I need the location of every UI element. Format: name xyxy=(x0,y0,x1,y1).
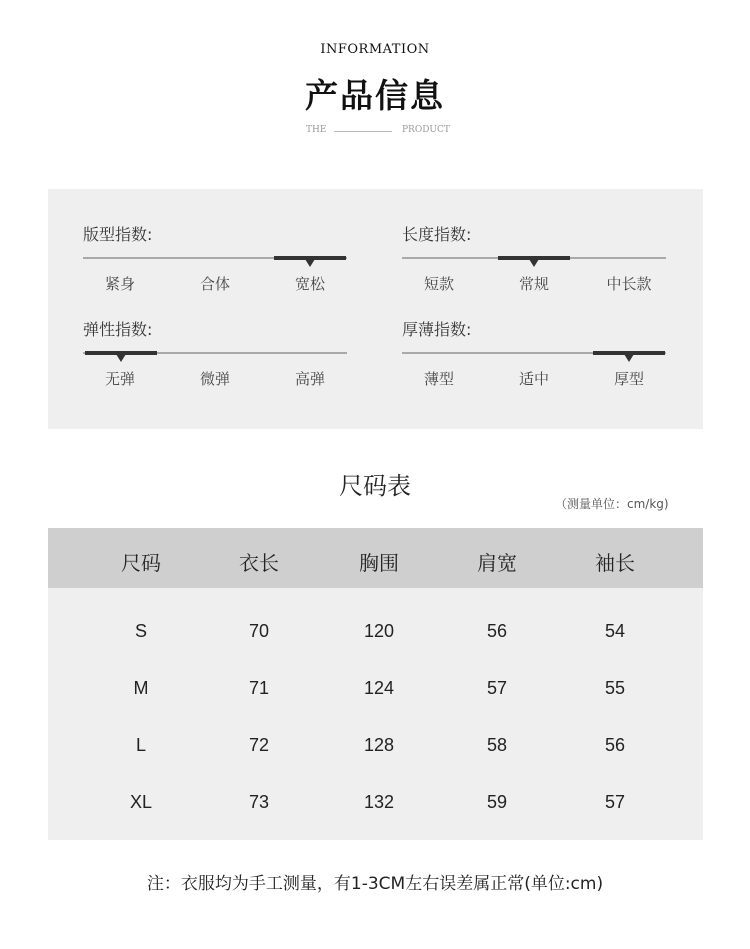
column-header-sleeve: 袖长 xyxy=(595,551,635,575)
table-cell: 128 xyxy=(363,735,395,755)
column-header-shoulder: 肩宽 xyxy=(477,551,517,575)
length-option-regular: 常规 xyxy=(518,275,549,293)
elasticity-option-high: 高弹 xyxy=(294,370,325,388)
column-header-size: 尺码 xyxy=(121,551,161,575)
measurement-footnote: 注：衣服均为手工测量，有1-3CM左右误差属正常(单位:cm) xyxy=(146,874,604,894)
table-cell: 120 xyxy=(363,621,395,641)
table-cell: 54 xyxy=(604,621,626,641)
fit-index-pointer-icon xyxy=(305,259,315,267)
fit-option-tight: 紧身 xyxy=(104,275,135,293)
table-cell: 59 xyxy=(486,792,508,812)
section-eyebrow: INFORMATION xyxy=(320,42,430,57)
page-title: 产品信息 xyxy=(305,76,445,115)
thickness-option-thick: 厚型 xyxy=(613,370,644,388)
table-cell: 71 xyxy=(248,678,270,698)
elasticity-option-none: 无弹 xyxy=(104,370,135,388)
column-header-length: 衣长 xyxy=(239,551,279,575)
subtitle-left: THE xyxy=(306,125,327,135)
subtitle-divider xyxy=(334,131,392,132)
thickness-index-label: 厚薄指数: xyxy=(402,320,472,339)
table-cell: 58 xyxy=(486,735,508,755)
length-option-midlong: 中长款 xyxy=(606,275,652,293)
elasticity-index-pointer-icon xyxy=(116,354,126,362)
thickness-option-thin: 薄型 xyxy=(423,370,454,388)
table-cell: 57 xyxy=(604,792,626,812)
table-cell: 72 xyxy=(248,735,270,755)
table-cell: L xyxy=(135,735,146,755)
size-chart-title: 尺码表 xyxy=(339,472,411,500)
thickness-option-medium: 适中 xyxy=(518,370,549,388)
subtitle-right: PRODUCT xyxy=(402,125,450,135)
length-option-short: 短款 xyxy=(423,275,454,293)
fit-option-regular: 合体 xyxy=(199,275,230,293)
length-index-pointer-icon xyxy=(529,259,539,267)
table-cell: S xyxy=(134,621,147,641)
elasticity-index-label: 弹性指数: xyxy=(83,320,153,339)
table-cell: 55 xyxy=(604,678,626,698)
length-index-label: 长度指数: xyxy=(402,225,472,244)
thickness-index-pointer-icon xyxy=(624,354,634,362)
table-cell: 73 xyxy=(248,792,270,812)
table-cell: M xyxy=(133,678,149,698)
fit-index-label: 版型指数: xyxy=(83,225,153,244)
elasticity-option-slight: 微弹 xyxy=(199,370,230,388)
fit-option-loose: 宽松 xyxy=(294,275,325,293)
table-cell: 70 xyxy=(248,621,270,641)
table-cell: 124 xyxy=(363,678,395,698)
measurement-unit-note: （测量单位：cm/kg) xyxy=(555,497,669,511)
column-header-chest: 胸围 xyxy=(359,551,399,575)
table-cell: 132 xyxy=(363,792,395,812)
table-cell: 57 xyxy=(486,678,508,698)
table-cell: 56 xyxy=(486,621,508,641)
table-cell: 56 xyxy=(604,735,626,755)
table-cell: XL xyxy=(129,792,153,812)
